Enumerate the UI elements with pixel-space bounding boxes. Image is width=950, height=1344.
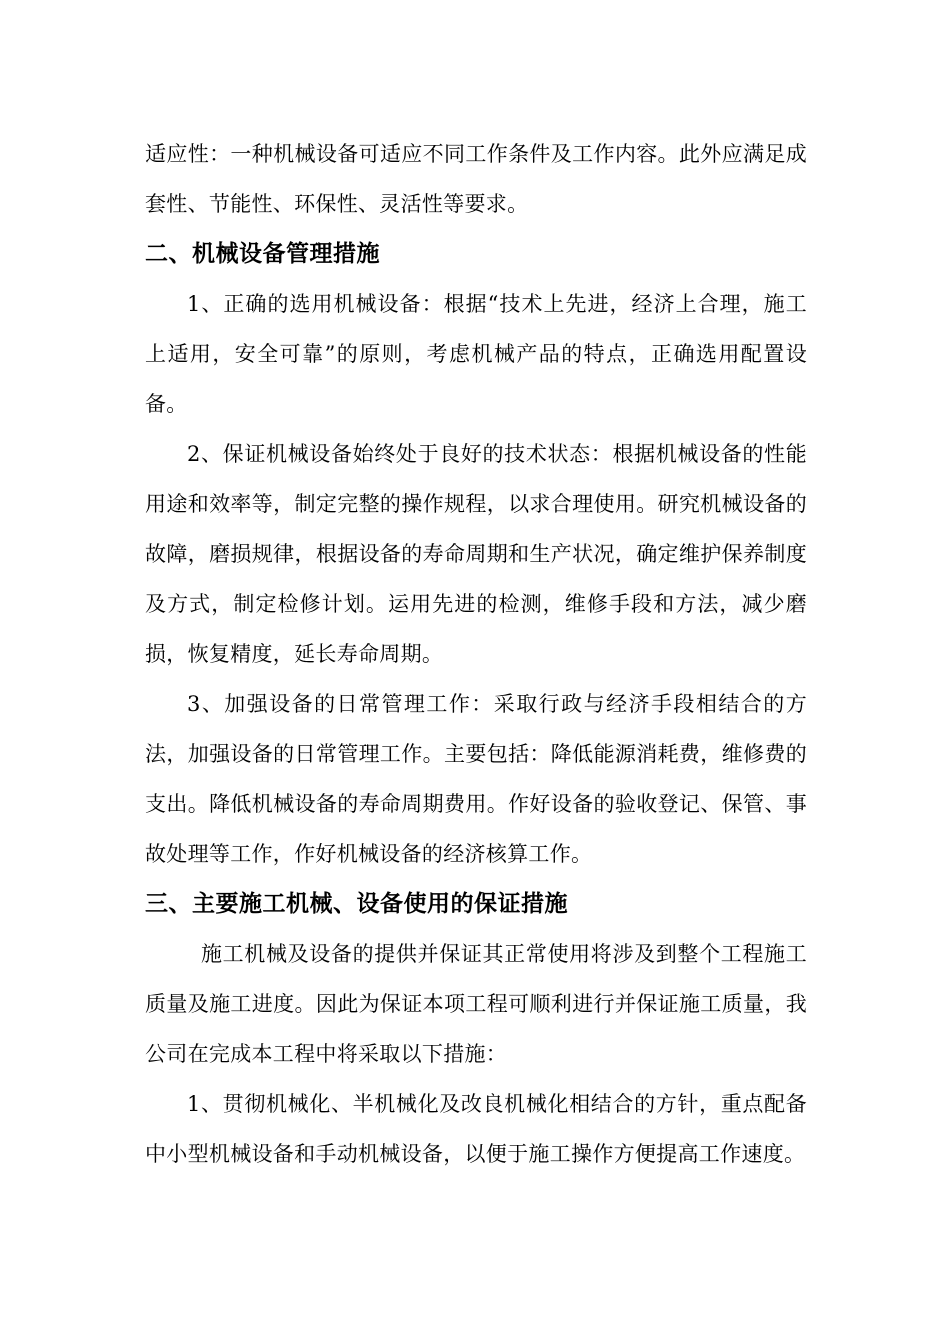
section-2-paragraph-2: 2、保证机械设备始终处于良好的技术状态：根据机械设备的性能用途和效率等，制定完整的操作规程，以求合理使用。研究机械设备的故障，磨损规律，根据设备的寿命周期和生产状况，确定维护保养制度及方式，制定检修计划。运用先进的检测，维修手段和方法，减少磨损，恢复精度，延长寿命周期。: [145, 442, 807, 666]
section-3-heading: 三、主要施工机械、设备使用的保证措施: [145, 891, 568, 917]
section-2-heading: 二、机械设备管理措施: [145, 241, 380, 267]
document-page: [145, 129, 807, 1179]
intro-paragraph: 适应性：一种机械设备可适应不同工作条件及工作内容。此外应满足成套性、节能性、环保性、灵活性等要求。: [145, 142, 807, 216]
section-3-paragraph-1: 1、贯彻机械化、半机械化及改良机械化相结合的方针，重点配备中小型机械设备和手动机械设备，以便于施工操作方便提高工作速度。: [145, 1092, 807, 1166]
section-3-intro-paragraph: 施工机械及设备的提供并保证其正常使用将涉及到整个工程施工质量及施工进度。因此为保证本项工程可顺利进行并保证施工质量，我公司在完成本工程中将采取以下措施：: [145, 942, 807, 1066]
section-2-paragraph-1: 1、正确的选用机械设备：根据“技术上先进，经济上合理，施工上适用，安全可靠”的原则，考虑机械产品的特点，正确选用配置设备。: [145, 292, 807, 416]
section-2-paragraph-3: 3、加强设备的日常管理工作：采取行政与经济手段相结合的方法，加强设备的日常管理工作。主要包括：降低能源消耗费，维修费的支出。降低机械设备的寿命周期费用。作好设备的验收登记、保管、事故处理等工作，作好机械设备的经济核算工作。: [145, 692, 807, 866]
